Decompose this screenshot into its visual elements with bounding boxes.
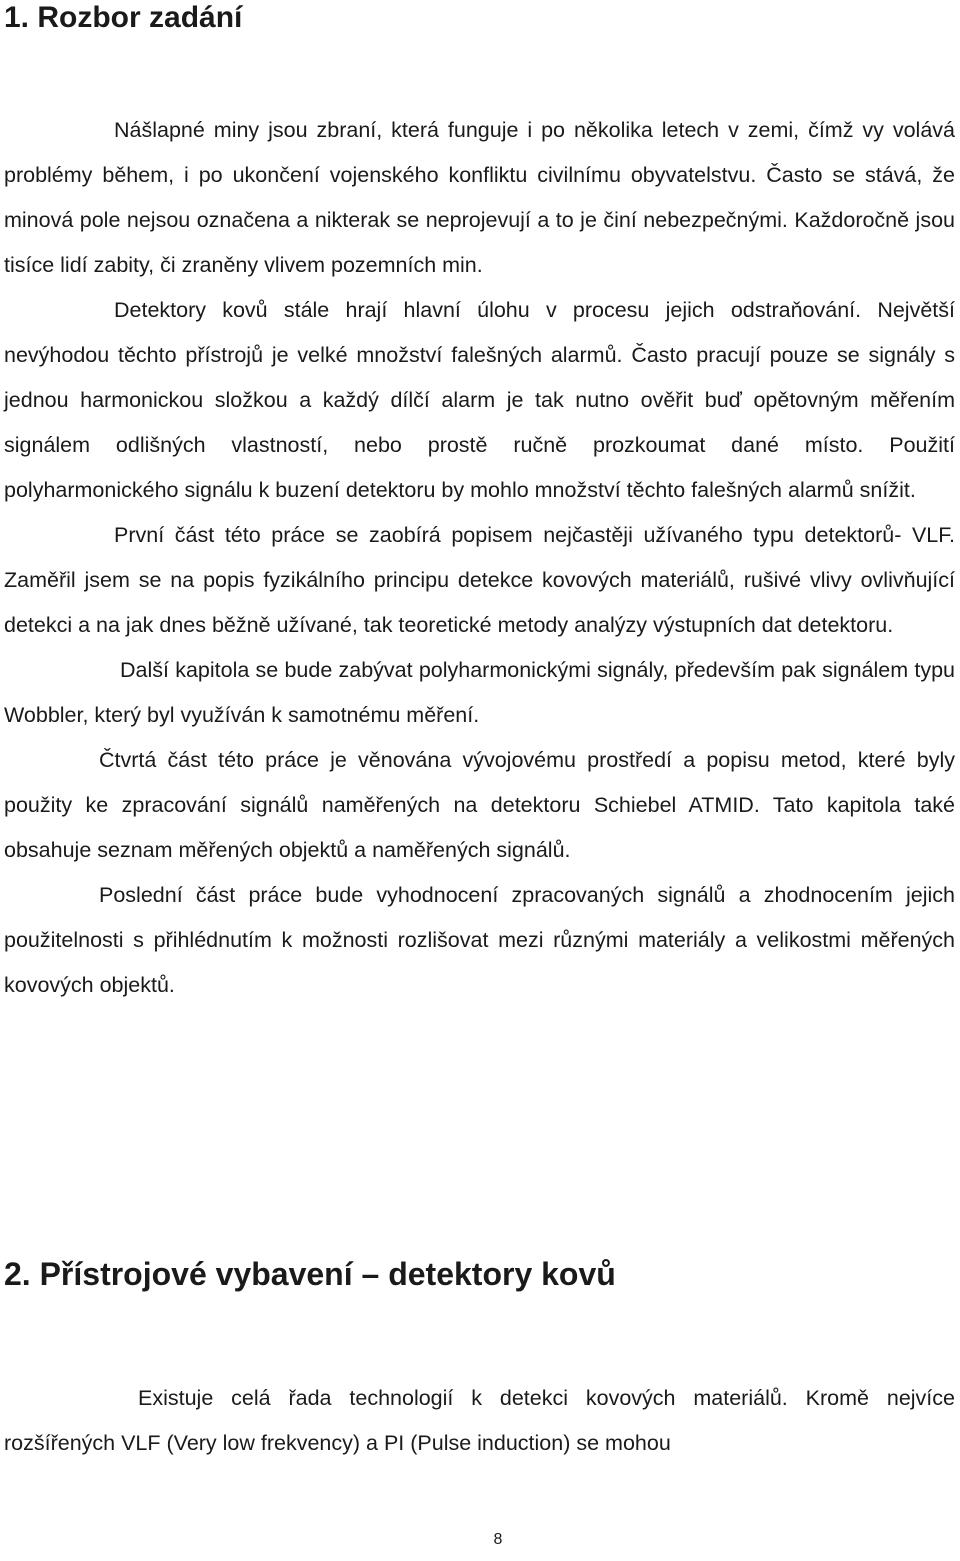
section-2-body	[4, 1376, 955, 1466]
paragraph: Nášlapné miny jsou zbraní, která funguje i po několika letech v zemi, čímž vy volává problémy během, i po ukončení vojenského konfliktu civilnímu obyvatelstvu. Často se stává, že minová pole nejsou označena a nikterak se neprojevují a to je činí nebezpečnými. Každoročně jsou tisíce lidí zabity, či zraněny vlivem pozemních min.	[4, 118, 955, 277]
paragraph: Existuje celá řada technologií k detekci kovových materiálů. Kromě nejvíce rozšířených VLF (Very low frekvency) a PI (Pulse induction) se mohou	[4, 1386, 955, 1455]
section-heading-1: 1. Rozbor zadání	[4, 1, 243, 34]
page-number: 8	[493, 1531, 503, 1548]
paragraph: První část této práce se zaobírá popisem nejčastěji užívaného typu detektorů- VLF. Zaměřil jsem se na popis fyzikálního principu detekce kovových materiálů, rušivé vlivy ovlivňující detekci a na jak dnes běžně užívané, tak teoretické metody analýzy výstupních dat detektoru.	[4, 523, 955, 637]
paragraph: Další kapitola se bude zabývat polyharmonickými signály, především pak signálem typu Wobbler, který byl využíván k samotnému měření.	[4, 658, 955, 727]
paragraph: Poslední část práce bude vyhodnocení zpracovaných signálů a zhodnocením jejich použitelnosti s přihlédnutím k možnosti rozlišovat mezi různými materiály a velikostmi měřených kovových objektů.	[4, 883, 955, 997]
paragraph: Detektory kovů stále hrají hlavní úlohu v procesu jejich odstraňování. Největší nevýhodou těchto přístrojů je velké množství falešných alarmů. Často pracují pouze se signály s jednou harmonickou složkou a každý dílčí alarm je tak nutno ověřit buď opětovným měřením signálem odlišných vlastností, nebo prostě ručně prozkoumat dané místo. Použití polyharmonického signálu k buzení detektoru by mohlo množství těchto falešných alarmů snížit.	[4, 298, 955, 502]
section-heading-2: 2. Přístrojové vybavení – detektory kovů	[4, 1256, 616, 1292]
section-1-body	[4, 108, 955, 1008]
paragraph: Čtvrtá část této práce je věnována vývojovému prostředí a popisu metod, které byly použity ke zpracování signálů naměřených na detektoru Schiebel ATMID. Tato kapitola také obsahuje seznam měřených objektů a naměřených signálů.	[4, 748, 955, 862]
